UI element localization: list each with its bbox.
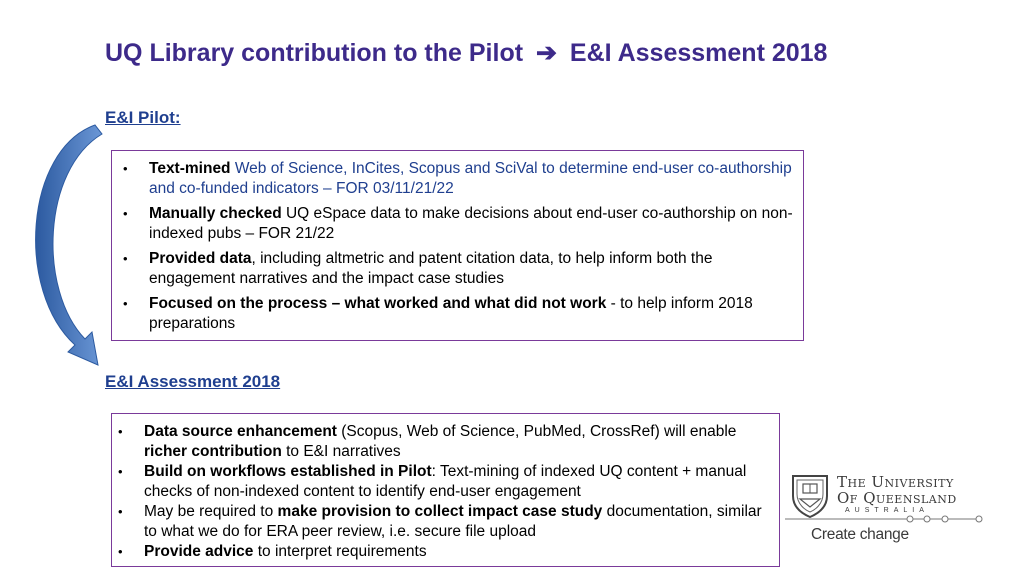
list-item: • Manually checked UQ eSpace data to make decisions about end-user co-authorship on non-indexed pubs – FOR 21/22	[149, 204, 793, 244]
curved-arrow-icon	[20, 120, 110, 380]
assessment-box	[111, 413, 780, 567]
title-left: UQ Library contribution to the Pilot	[105, 39, 524, 67]
list-item: • Data source enhancement (Scopus, Web of Science, PubMed, CrossRef) will enable richer contribution to E&I narratives	[144, 422, 771, 462]
logo-line2: Of Queensland	[837, 489, 957, 507]
list-item: • May be required to make provision to collect impact case study documentation, similar to what we do for ERA peer review, i.e. secure file upload	[144, 502, 771, 542]
crest-icon	[789, 472, 831, 518]
list-item: • Provided data, including altmetric and patent citation data, to help inform both the engagement narratives and the impact case studies	[149, 249, 793, 289]
logo-tagline: Create change	[811, 526, 909, 543]
decorative-line	[785, 514, 985, 524]
logo-line3: AUSTRALIA	[845, 507, 929, 514]
arrow-right-icon: ➔	[536, 39, 557, 67]
logo-line1: The University	[837, 473, 954, 491]
uq-logo	[785, 470, 985, 550]
assessment-heading: E&I Assessment 2018	[105, 372, 281, 391]
list-item: • Focused on the process – what worked and what did not work - to help inform 2018 preparations	[149, 294, 793, 334]
title-right: E&I Assessment 2018	[569, 39, 828, 67]
pilot-box	[111, 150, 804, 341]
pilot-heading: E&I Pilot:	[105, 108, 181, 127]
list-item: • Provide advice to interpret requirements	[144, 542, 771, 562]
list-item: • Text-mined Web of Science, InCites, Scopus and SciVal to determine end-user co-authorship and co-funded indicators – FOR 03/11/21/22	[149, 159, 793, 199]
list-item: • Build on workflows established in Pilot: Text-mining of indexed UQ content + manual checks of non-indexed content to identify end-user engagement	[144, 462, 771, 502]
slide-title	[105, 38, 1005, 68]
